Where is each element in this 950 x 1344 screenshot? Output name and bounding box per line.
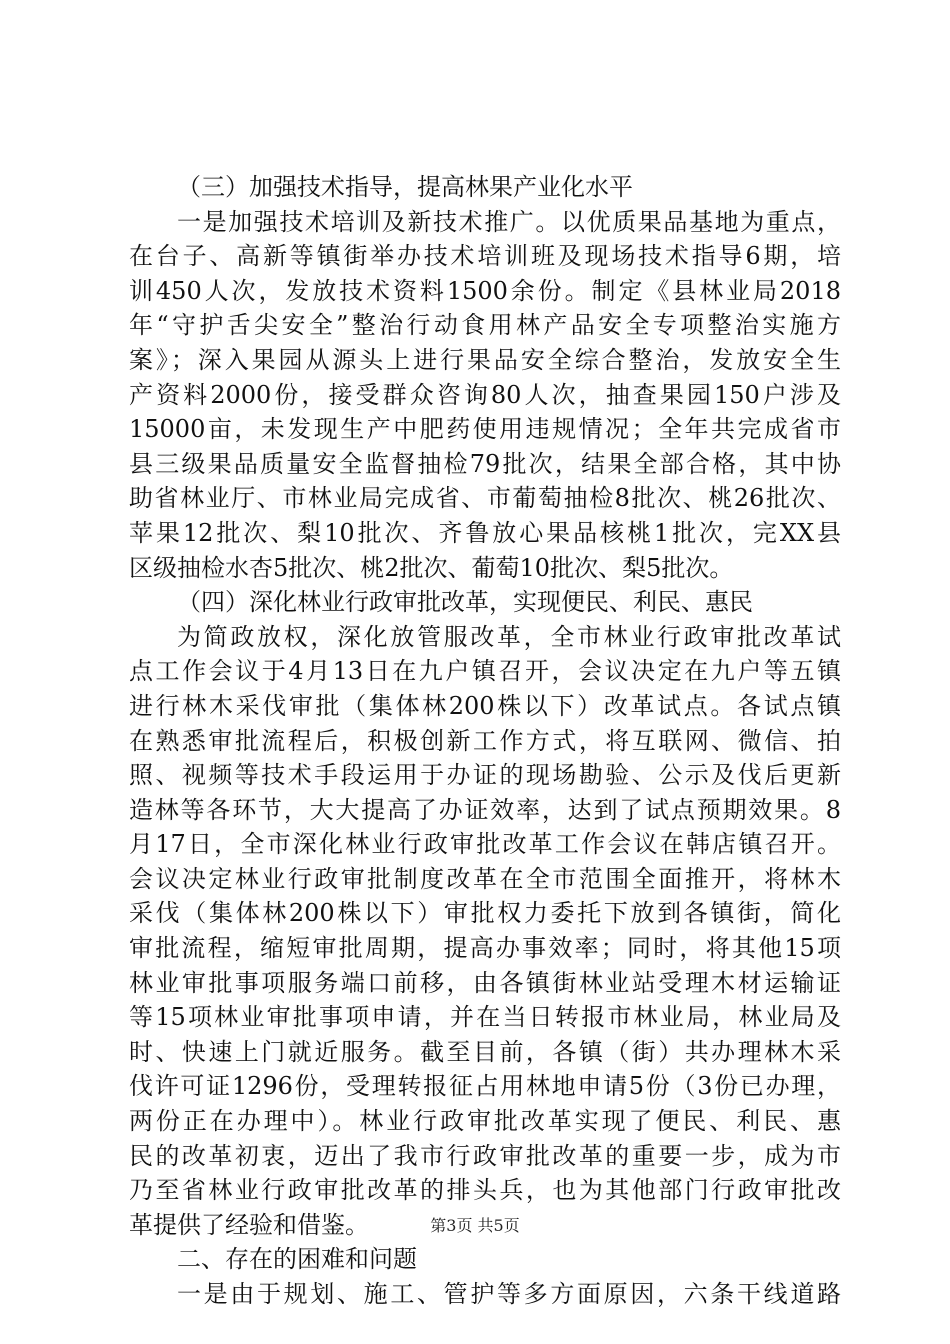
paragraph-line: 会议决定林业行政审批制度改革在全市范围全面推开，将林木 [129, 864, 841, 893]
paragraph-line: 两份正在办理中）。林业行政审批改革实现了便民、利民、惠 [129, 1107, 841, 1136]
paragraph-line: 民的改革初衷，迈出了我市行政审批改革的重要一步，成为市 [129, 1141, 841, 1170]
paragraph-line: 时、快速上门就近服务。截至目前，各镇（街）共办理林木采 [129, 1037, 841, 1066]
paragraph-line: 苹果12批次、梨10批次、齐鲁放心果品核桃1批次，完XX县 [129, 518, 841, 547]
page-footer: 第3页 共5页 [430, 1216, 520, 1235]
paragraph-line: 照、视频等技术手段运用于办证的现场勘验、公示及伐后更新 [129, 761, 841, 790]
section-heading-2: 二、存在的困难和问题 [177, 1245, 417, 1274]
paragraph-line: 一是加强技术培训及新技术推广。以优质果品基地为重点， [177, 207, 841, 236]
paragraph-line: 年“守护舌尖安全”整治行动食用林产品安全专项整治实施方 [129, 311, 841, 340]
paragraph-line: 造林等各环节，大大提高了办证效率，达到了试点预期效果。8 [129, 795, 841, 824]
paragraph-line: 月17日，全市深化林业行政审批改革工作会议在韩店镇召开。 [129, 830, 841, 859]
paragraph-line: 林业审批事项服务端口前移，由各镇街林业站受理木材运输证 [129, 968, 841, 997]
paragraph-line: 进行林木采伐审批（集体林200株以下）改革试点。各试点镇 [129, 691, 841, 720]
paragraph-line: 助省林业厅、市林业局完成省、市葡萄抽检8批次、桃26批次、 [129, 484, 841, 513]
paragraph-line: 采伐（集体林200株以下）审批权力委托下放到各镇街，简化 [129, 899, 841, 928]
paragraph-line: 审批流程，缩短审批周期，提高办事效率；同时，将其他15项 [129, 934, 841, 963]
document-body [129, 170, 841, 1312]
paragraph-line: 训450人次，发放技术资料1500余份。制定《县林业局2018 [129, 276, 841, 305]
paragraph-line: 伐许可证1296份，受理转报征占用林地申请5份（3份已办理， [129, 1072, 841, 1101]
paragraph-line: 一是由于规划、施工、管护等多方面原因，六条干线道路 [177, 1280, 841, 1308]
paragraph-line: 15000亩，未发现生产中肥药使用违规情况；全年共完成省市 [129, 415, 841, 444]
paragraph-line: 案》；深入果园从源头上进行果品安全综合整治，发放安全生 [129, 345, 841, 374]
paragraph-line: 点工作会议于4月13日在九户镇召开，会议决定在九户等五镇 [129, 657, 841, 686]
paragraph-line: 在台子、高新等镇街举办技术培训班及现场技术指导6期，培 [129, 242, 841, 271]
paragraph-line-last: 革提供了经验和借鉴。 [129, 1210, 369, 1239]
paragraph-line: 乃至省林业行政审批改革的排头兵，也为其他部门行政审批改 [129, 1176, 841, 1205]
section-heading-3: （三）加强技术指导，提高林果产业化水平 [177, 173, 633, 201]
section-heading-4: （四）深化林业行政审批改革，实现便民、利民、惠民 [177, 588, 753, 617]
paragraph-line: 等15项林业审批事项申请，并在当日转报市林业局，林业局及 [129, 1003, 841, 1032]
paragraph-line-last: 区级抽检水杏5批次、桃2批次、葡萄10批次、梨5批次。 [129, 553, 734, 582]
paragraph-line: 产资料2000份，接受群众咨询80人次，抽查果园150户涉及 [129, 380, 841, 409]
paragraph-line: 为简政放权，深化放管服改革，全市林业行政审批改革试 [177, 622, 841, 651]
paragraph-line: 在熟悉审批流程后，积极创新工作方式，将互联网、微信、拍 [129, 726, 841, 755]
paragraph-line: 县三级果品质量安全监督抽检79批次，结果全部合格，其中协 [129, 449, 841, 478]
